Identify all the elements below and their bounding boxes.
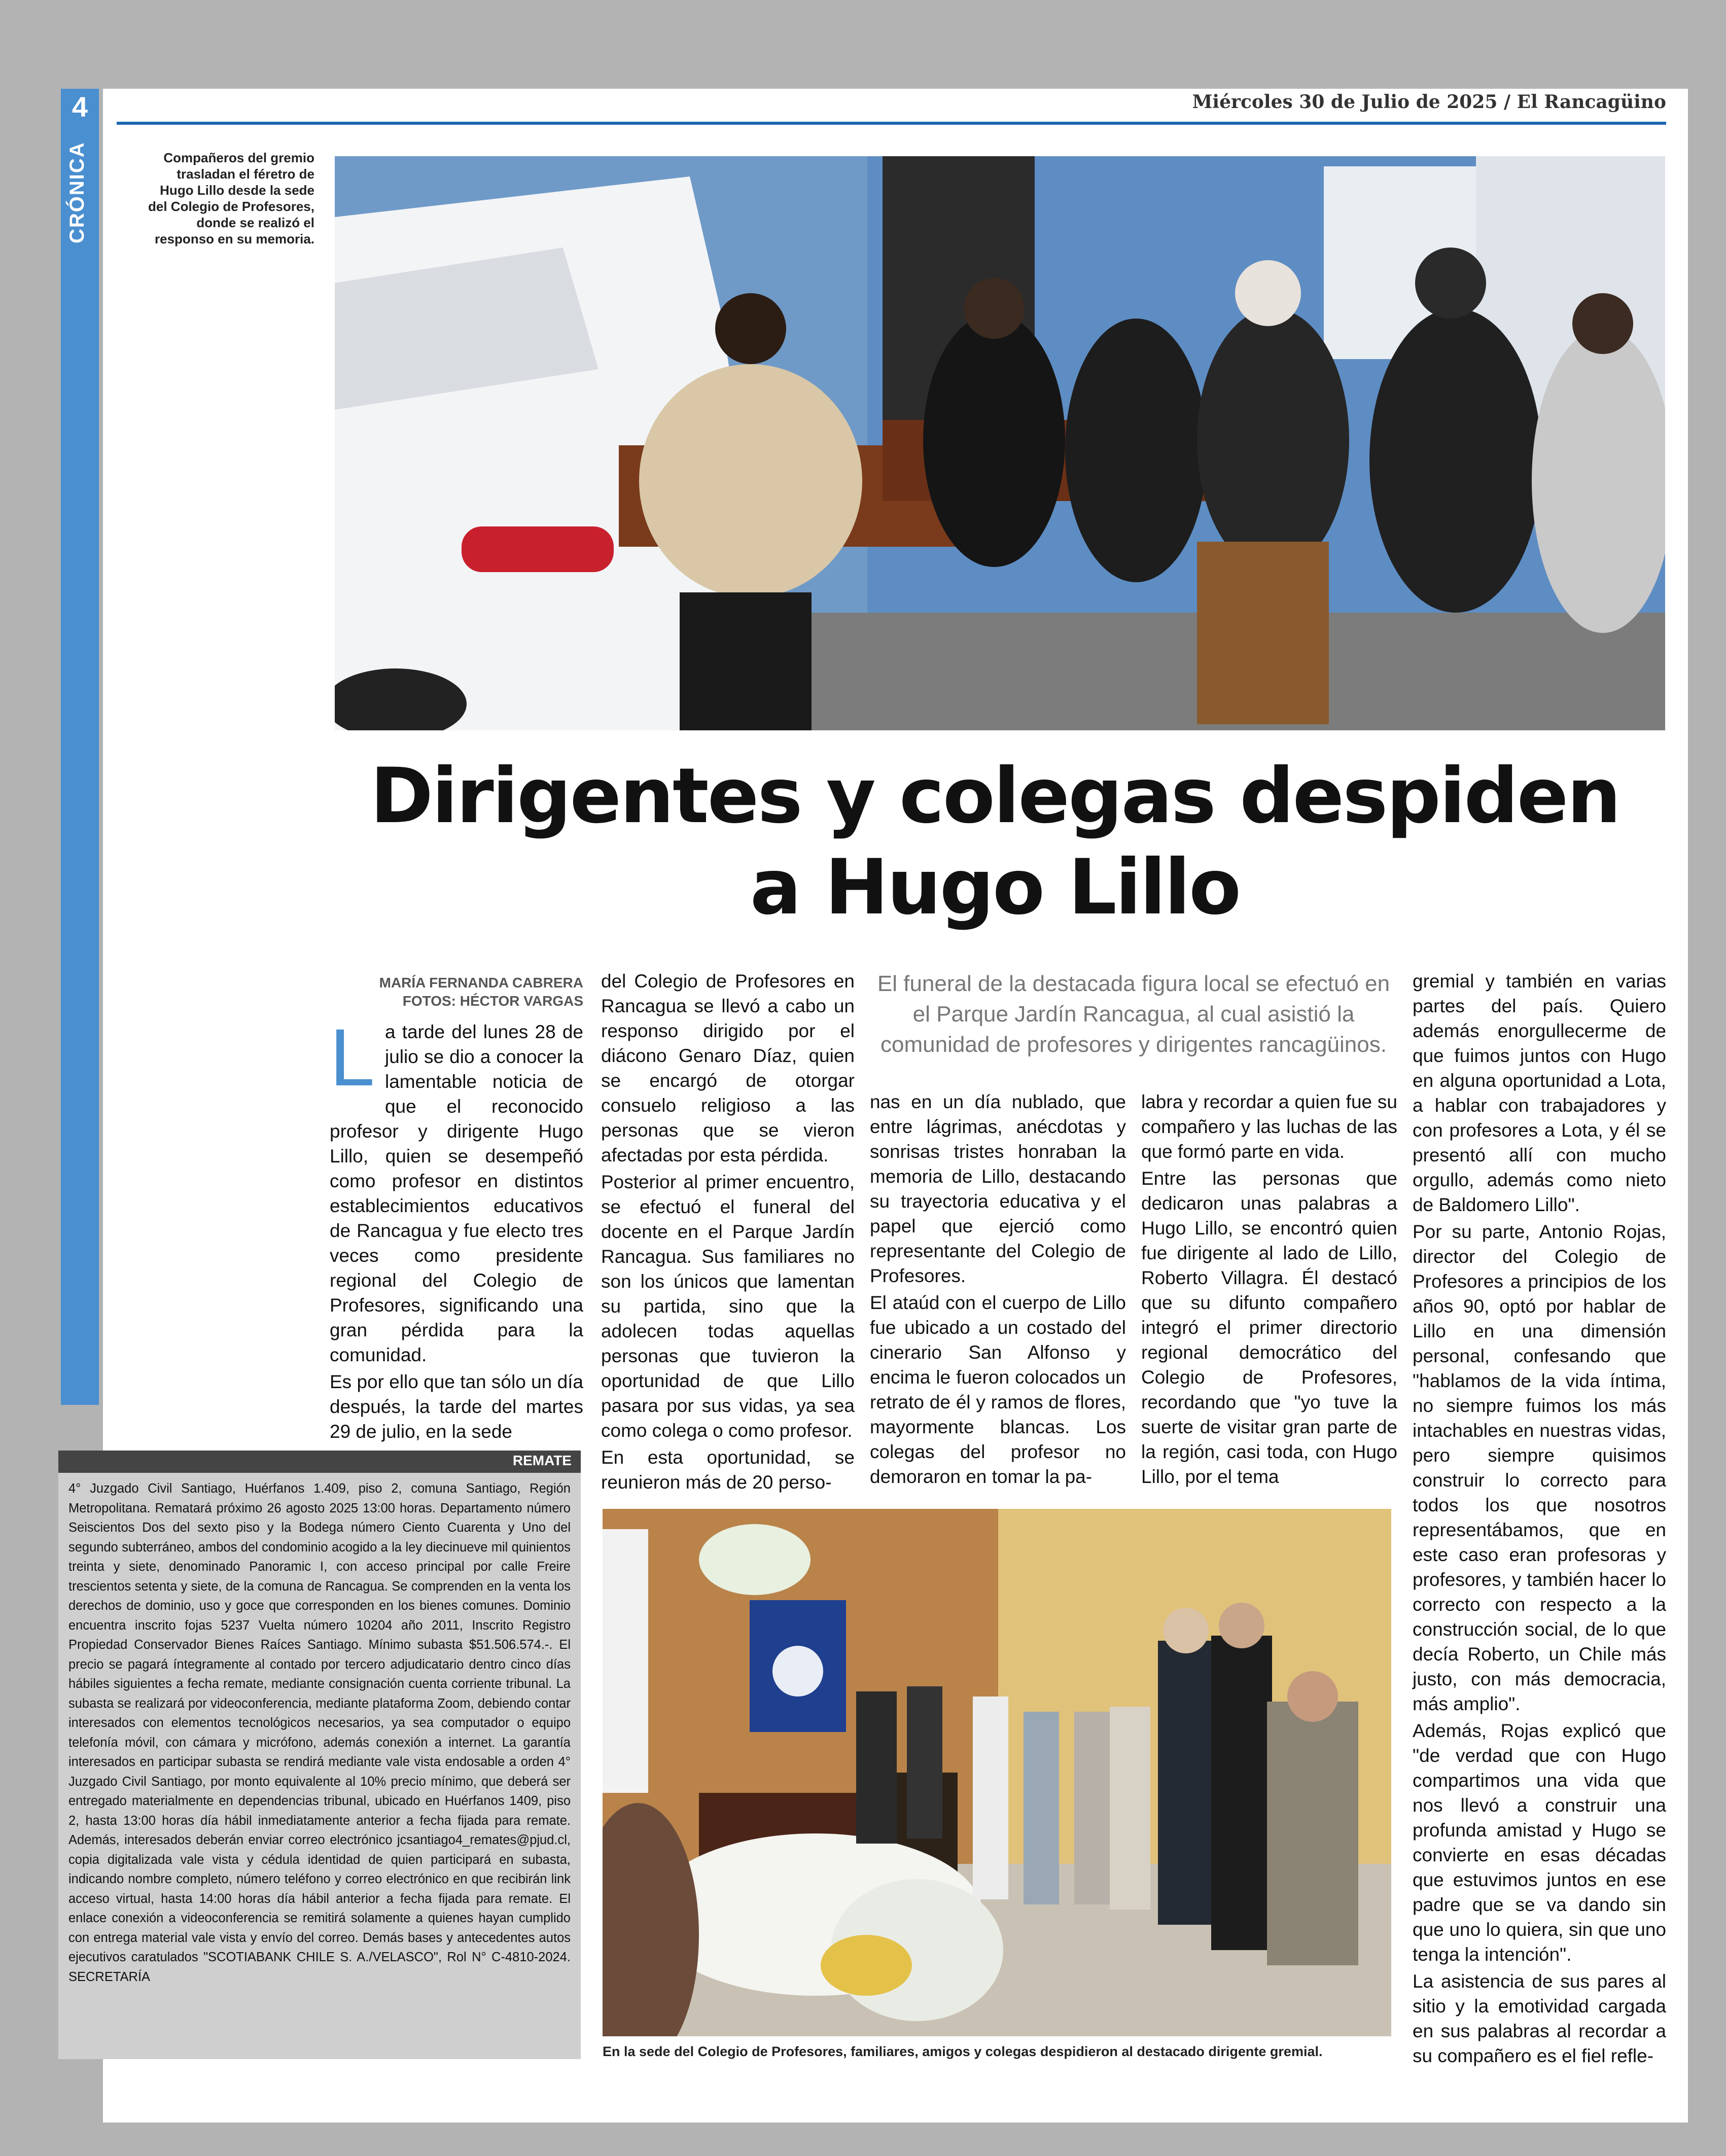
- col1-paragraph: Es por ello que tan sólo un día después, la tarde del martes 29 de julio, en la sede: [330, 1371, 583, 1442]
- author: MARÍA FERNANDA CABRERA: [379, 975, 583, 991]
- article-headline: [325, 751, 1665, 933]
- column-4: [1141, 1089, 1397, 1491]
- funeral-procession-photo: [335, 156, 1665, 730]
- bottom-photo-caption: En la sede del Colegio de Profesores, familiares, amigos y colegas despidieron al destacado dirigente gremial.: [603, 2044, 1323, 2059]
- column-2: [601, 969, 855, 1497]
- page-number: 4: [72, 91, 88, 123]
- article-kicker: El funeral de la destacada figura local se efectuó en el Parque Jardín Rancagua, al cual asistió la comunidad de profesores y dirigentes rancagüinos.: [877, 971, 1390, 1057]
- column-3: [870, 1089, 1126, 1491]
- byline: [325, 974, 583, 1010]
- drop-cap: L: [330, 1012, 375, 1103]
- photographer: FOTOS: HÉCTOR VARGAS: [402, 993, 583, 1009]
- headline-line-2: a Hugo Lillo: [750, 843, 1240, 932]
- page-header: Miércoles 30 de Julio de 2025 / El Rancagüino: [1192, 91, 1666, 113]
- remate-body: 4° Juzgado Civil Santiago, Huérfanos 1.409, piso 2, comuna Santiago, Región Metropolitana. Rematará próximo 26 agosto 2025 13:00 horas. Departamento número Seiscientos Dos del sexto piso y la Bodega número Ciento Cuarenta y Uno del segundo subterráneo, ambos del condominio acogido a la ley diecinueve mil quinientos treinta y siete, denominado Panoramic I, con acceso principal por calle Freire trescientos setenta y siete, de la comuna de Rancagua. Se comprenden en la venta los derechos de dominio, uso y goce que corresponden en los bienes comunes. Dominio encuentra inscrito fojas 5237 Vuelta número 10204 año 2011, Inscrito Registro Propiedad Conservador Bienes Raíces Santiago. Mínimo subasta $51.506.574.-. El precio se pagará íntegramente al contado por tercero adjudicatario dentro cinco días hábiles siguientes a fecha remate, mediante consignación cuenta corriente tribunal. La subasta se realizará por videoconferencia, mediante plataforma Zoom, debiendo contar interesados con elementos tecnológicos necesarios, ya sea computador o equipo telefonía móvil, con cámara y micrófono, además conexión a internet. La garantía interesados en participar subasta se rendirá mediante vale vista endosable a orden 4° Juzgado Civil Santiago, por monto equivalente al 10% precio mínimo, que deberá ser entregado materialmente en dependencias tribunal, ubicado en Huérfanos 1409, piso 2, hasta 13:00 horas día hábil inmediatamente anterior a fecha fijada para remate. Además, interesados deberán enviar correo electrónico jcsantiago4_remates@pjud.cl, copia digitalizada vale vista y cédula identidad de quien participará en subasta, indicando nombre completo, número teléfono y correo electrónico en que recibirán link acceso virtual, hasta 14:00 horas día hábil anterior a fecha fijada para remate. El enlace conexión a videoconferencia se remitirá solamente a quienes hayan cumplido con entrega material vale vista y envío del correo. Demás bases y antecedentes autos ejecutivos caratulados "SCOTIABANK CHILE S. A./VELASCO", Rol N° C-4810-2024. SECRETARÍA: [68, 1481, 571, 1984]
- col5-paragraph: gremial y también en varias partes del país. Quiero además enorgullecerme de que fuimos juntos con Hugo en alguna oportunidad a Lota, a hablar con trabajadores y con profesores a Lota, y él se presentó allí con mucho orgullo, además como nieto de Baldomero Lillo".: [1413, 971, 1666, 1215]
- section-stripe: [61, 89, 99, 1405]
- col2-paragraph: del Colegio de Profesores en Rancagua se llevó a cabo un responso dirigido por el diácono Genaro Díaz, quien se encargó de otorgar consuelo religioso a las personas que se vieron afectadas por esta pérdida.: [601, 971, 855, 1165]
- col4-paragraph: labra y recordar a quien fue su compañero y las luchas de las que formó parte en vida.: [1141, 1091, 1397, 1162]
- col2-paragraph: En esta oportunidad, se reunieron más de 20 perso-: [601, 1447, 855, 1493]
- remate-title: REMATE: [58, 1451, 581, 1473]
- remate-legal-notice: [58, 1451, 581, 2059]
- col5-paragraph: La asistencia de sus pares al sitio y la emotividad cargada en sus palabras al recordar a su compañero es el fiel refle-: [1413, 1971, 1666, 2066]
- column-1: [330, 1012, 583, 1446]
- headline-line-1: Dirigentes y colegas despiden: [370, 752, 1620, 840]
- col3-paragraph: El ataúd con el cuerpo de Lillo fue ubicado a un costado del cinerario San Alfonso y encima le fueron colocados un retrato de él y ramos de flores, mayormente blancas. Los colegas del profesor no demoraron en tomar la pa-: [870, 1292, 1126, 1487]
- top-photo-caption: Compañeros del gremio trasladan el féretro de Hugo Lillo desde la sede del Colegio de Profesores, donde se realizó el responso en su memoria.: [148, 150, 314, 246]
- col5-paragraph: Por su parte, Antonio Rojas, director del Colegio de Profesores a principios de los años 90, optó por hablar de Lillo en una dimensión personal, confesando que "hablamos de la vida íntima, no siempre fuimos los más intachables en nuestras vidas, pero siempre quisimos construir lo correcto para todos los que nosotros representábamos, que en este caso eran profesoras y profesores, y también hacer lo correcto con respecto a la construcción social, de lo que decía Roberto, un Chile más justo, con más democracia, más amplio".: [1413, 1221, 1666, 1714]
- col1-paragraph: a tarde del lunes 28 de julio se dio a conocer la lamentable noticia de que el reconocido profesor y dirigente Hugo Lillo, quien se desempeñó como profesor en distintos establecimientos educativos de Rancagua y fue electo tres veces como presidente regional del Colegio de Profesores, significando una gran pérdida para la comunidad.: [330, 1021, 583, 1365]
- memorial-room-photo: [603, 1509, 1391, 2036]
- header-rule: [117, 122, 1666, 125]
- col5-paragraph: Además, Rojas explicó que "de verdad que con Hugo compartimos una vida que nos llevó a construir una profunda amistad y Hugo se convierte en esas décadas que estuvimos juntos en ese padre que se va dando sin que uno lo quiera, sin que uno tenga la intención".: [1413, 1720, 1666, 1965]
- col2-paragraph: Posterior al primer encuentro, se efectuó el funeral del docente en el Parque Jardín Rancagua. Sus familiares no son los únicos que lamentan su partida, sino que la adolecen todas aquellas personas que tuvieron la oportunidad de que Lillo pasara por sus vidas, ya sea como colega o como profesor.: [601, 1172, 855, 1441]
- col4-paragraph: Entre las personas que dedicaron unas palabras a Hugo Lillo, se encontró quien fue dirigente al lado de Lillo, Roberto Villagra. Él destacó que su difunto compañero integró el primer directorio regional democrático del Colegio de Profesores, recordando que "yo tuve la suerte de visitar gran parte de la región, casi toda, con Hugo Lillo, por el tema: [1141, 1168, 1397, 1487]
- section-label: CRÓNICA: [66, 142, 88, 243]
- column-5: [1413, 969, 1666, 2070]
- col3-paragraph: nas en un día nublado, que entre lágrimas, anécdotas y sonrisas tristes honraban la memoria de Lillo, destacando su trayectoria educativa y el papel que ejerció como representante del Colegio de Profesores.: [870, 1091, 1126, 1286]
